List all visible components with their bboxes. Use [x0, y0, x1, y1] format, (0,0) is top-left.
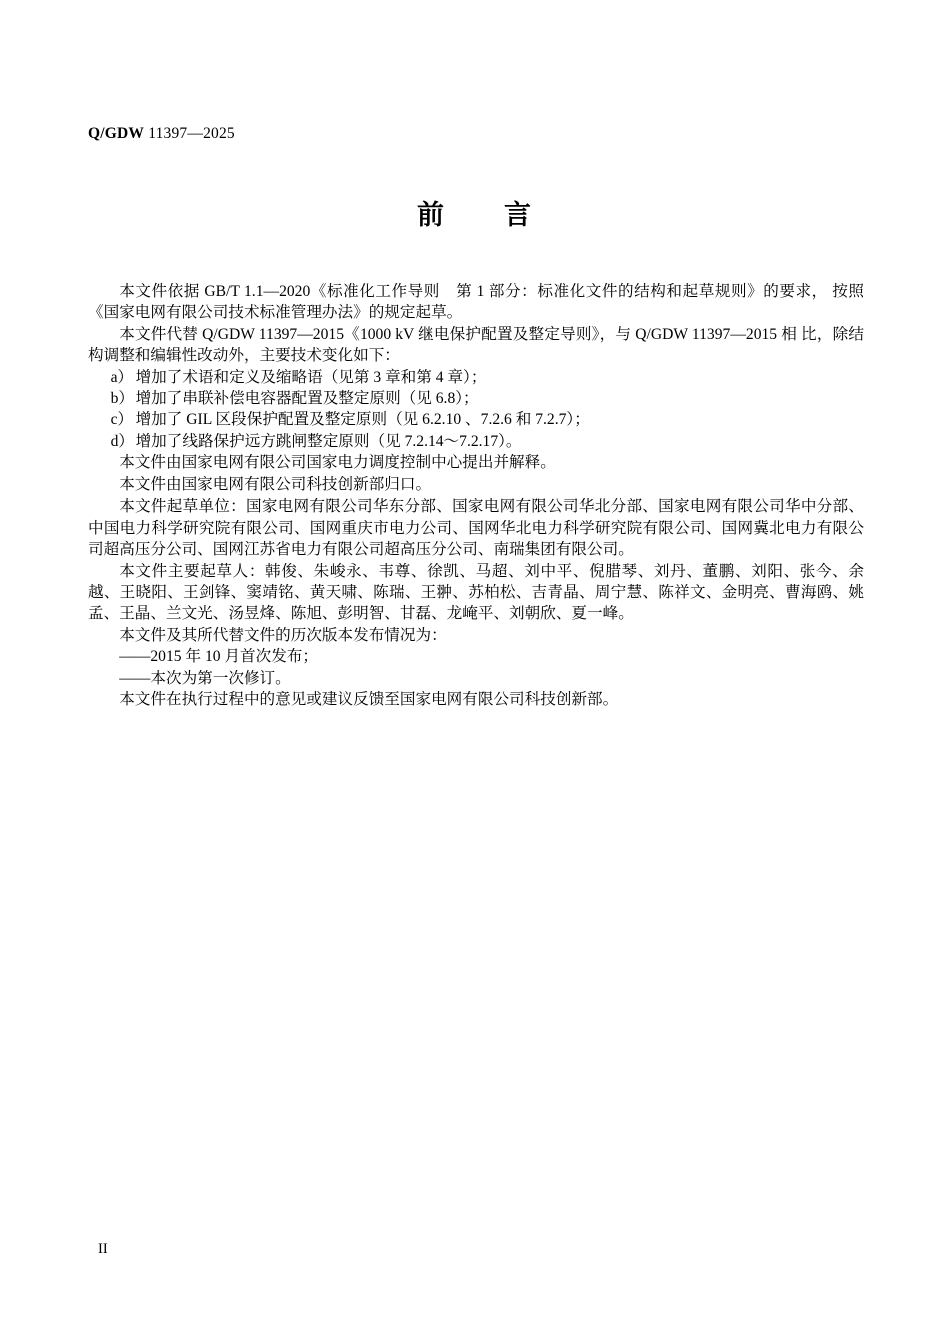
- page-title: 前 言: [417, 200, 533, 231]
- change-item-a: [88, 367, 864, 388]
- change-item-a-marker: a）: [110, 368, 134, 386]
- change-item-d-marker: d）: [110, 432, 135, 450]
- paragraph-proposer: 本文件由国家电网有限公司国家电力调度控制中心提出并解释。: [119, 454, 556, 472]
- paragraph-drafting-units: 本文件起草单位：国家电网有限公司华东分部、国家电网有限公司华北分部、国家电网有限公司华中分部、中国电力科学研究院有限公司、国网重庆市电力公司、国网华北电力科学研究院有限公司、国网冀北电力有限公司超高压分公司、国网江苏省电力有限公司超高压分公司、南瑞集团有限公司。: [88, 498, 864, 559]
- change-item-b: [88, 388, 864, 409]
- paragraph-administrator: 本文件由国家电网有限公司科技创新部归口。: [119, 475, 432, 493]
- change-item-c-marker: c）: [110, 411, 134, 429]
- change-item-a-text: 增加了术语和定义及缩略语（见第 3 章和第 4 章）；: [135, 368, 487, 386]
- paragraph-basis: 本文件依据 GB/T 1.1—2020《标准化工作导则 第 1 部分：标准化文件的结构和起草规则》的要求， 按照《国家电网有限公司技术标准管理办法》的规定起草。: [88, 283, 864, 322]
- running-header: [88, 124, 862, 144]
- standard-number: 11397—2025: [148, 125, 235, 142]
- standard-code: Q/GDW: [88, 125, 145, 142]
- version-history-item-2: ——本次为第一次修订。: [119, 669, 291, 687]
- change-item-c-text: 增加了 GIL 区段保护配置及整定原则（见 6.2.10 、7.2.6 和 7.2.7）；: [135, 411, 590, 429]
- change-item-b-text: 增加了串联补偿电容器配置及整定原则（见 6.8）；: [135, 390, 479, 408]
- paragraph-version-history-intro: 本文件及其所代替文件的历次版本发布情况为：: [119, 626, 447, 644]
- change-item-b-marker: b）: [110, 390, 135, 408]
- version-history-item-1: ——2015 年 10 月首次发布；: [119, 648, 319, 666]
- page-number: II: [98, 1241, 108, 1257]
- paragraph-feedback: 本文件在执行过程中的意见或建议反馈至国家电网有限公司科技创新部。: [119, 691, 619, 709]
- change-item-d: [88, 431, 864, 452]
- paragraph-replaces: 本文件代替 Q/GDW 11397—2015《1000 kV 继电保护配置及整定导则》，与 Q/GDW 11397—2015 相 比，除结构调整和编辑性改动外，主要技术变化如下：: [88, 325, 864, 365]
- paragraph-drafters: 本文件主要起草人：韩俊、朱峻永、韦尊、徐凯、马超、刘中平、倪腊琴、刘丹、董鹏、刘阳、张今、余越、王晓阳、王剑锋、窦靖铭、黄天啸、陈瑞、王翀、苏柏松、吉青晶、周宁慧、陈祥文、金明亮、曹海鸥、姚孟、王晶、兰文光、汤昱烽、陈旭、彭明智、甘磊、龙崦平、刘朝欣、夏一峰。: [88, 562, 864, 623]
- change-item-c: [88, 409, 864, 430]
- change-item-d-text: 增加了线路保护远方跳闸整定原则（见 7.2.14～7.2.17）。: [135, 432, 522, 450]
- foreword-body: [88, 281, 864, 711]
